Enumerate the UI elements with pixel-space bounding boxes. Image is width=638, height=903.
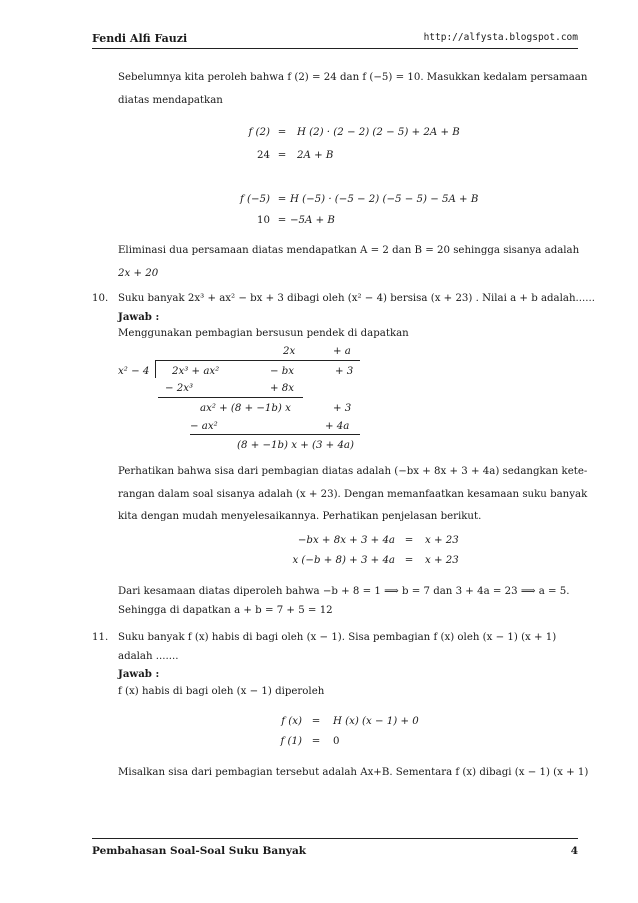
q11-line-1: f (x) habis di bagi oleh (x − 1) diperoleh bbox=[118, 686, 325, 697]
question-11-text-1: Suku banyak f (x) habis di bagi oleh (x − 1). Sisa pembagian f (x) oleh (x − 1) (x + 1) bbox=[118, 632, 557, 643]
final-remainder: (8 + −1b) x + (3 + 4a) bbox=[237, 440, 354, 451]
quotient-term-1: 2x bbox=[283, 346, 296, 357]
page-footer bbox=[92, 838, 578, 861]
dividend-terms-2: − bx bbox=[270, 366, 295, 377]
footer-title: Pembahasan Soal-Soal Suku Banyak bbox=[92, 845, 307, 857]
question-number-11: 11. bbox=[92, 632, 109, 643]
intro-line-2: diatas mendapatkan bbox=[118, 95, 223, 106]
division-bar bbox=[155, 360, 360, 361]
question-10-text: Suku banyak 2x³ + ax² − bx + 3 dibagi oleh (x² − 4) bersisa (x + 23) . Nilai a + b adalah...... bbox=[118, 293, 595, 304]
answer-label: Jawab : bbox=[118, 668, 160, 680]
explanation-line-3: kita dengan mudah menyelesaikannya. Perhatikan penjelasan berikut. bbox=[118, 511, 482, 522]
page-header bbox=[92, 32, 578, 49]
subtract-1-term-1: − 2x³ bbox=[165, 383, 194, 394]
conclusion-line-2: Sehingga di dapatkan a + b = 7 + 5 = 12 bbox=[118, 605, 333, 616]
method-text: Menggunakan pembagian bersusun pendek di dapatkan bbox=[118, 328, 409, 339]
explanation-line-2: rangan dalam soal sisanya adalah (x + 23). Dengan memanfaatkan kesamaan suku banyak bbox=[118, 489, 588, 500]
conclusion-line-1: Dari kesamaan diatas diperoleh bahwa −b + 8 = 1 ⟹ b = 7 dan 3 + 4a = 23 ⟹ a = 5. bbox=[118, 586, 570, 597]
divisor: x² − 4 bbox=[118, 366, 150, 377]
dividend-terms-3: + 3 bbox=[335, 366, 354, 377]
remainder-1-term-2: + 3 bbox=[333, 403, 352, 414]
header-url[interactable]: http://alfysta.blogspot.com bbox=[423, 32, 578, 43]
answer-label: Jawab : bbox=[118, 311, 160, 323]
subtract-line-2 bbox=[190, 434, 360, 435]
quotient-term-2: + a bbox=[333, 346, 351, 357]
subtract-2-term-2: + 4a bbox=[325, 421, 350, 432]
dividend-terms-1: 2x³ + ax² bbox=[172, 366, 220, 377]
question-number-10: 10. bbox=[92, 293, 109, 304]
question-11-text-2: adalah ....... bbox=[118, 651, 179, 662]
intro-line-1: Sebelumnya kita peroleh bahwa f (2) = 24 dan f (−5) = 10. Masukkan kedalam persamaan bbox=[118, 72, 588, 83]
elimination-line-1: Eliminasi dua persamaan diatas mendapatkan A = 2 dan B = 20 sehingga sisanya adalah bbox=[118, 245, 580, 256]
q11-last-line: Misalkan sisa dari pembagian tersebut adalah Ax+B. Sementara f (x) dibagi (x − 1) (x + 1) bbox=[118, 767, 589, 778]
header-author: Fendi Alfi Fauzi bbox=[92, 32, 188, 45]
subtract-1-term-2: + 8x bbox=[270, 383, 295, 394]
remainder-1-term-1: ax² + (8 + −1b) x bbox=[200, 403, 291, 414]
division-bracket bbox=[155, 360, 156, 378]
explanation-line-1: Perhatikan bahwa sisa dari pembagian diatas adalah (−bx + 8x + 3 + 4a) sedangkan kete- bbox=[118, 466, 588, 477]
elimination-line-2: 2x + 20 bbox=[118, 268, 159, 279]
subtract-2-term-1: − ax² bbox=[190, 421, 218, 432]
page-number: 4 bbox=[570, 845, 578, 857]
subtract-line-1 bbox=[158, 397, 303, 398]
